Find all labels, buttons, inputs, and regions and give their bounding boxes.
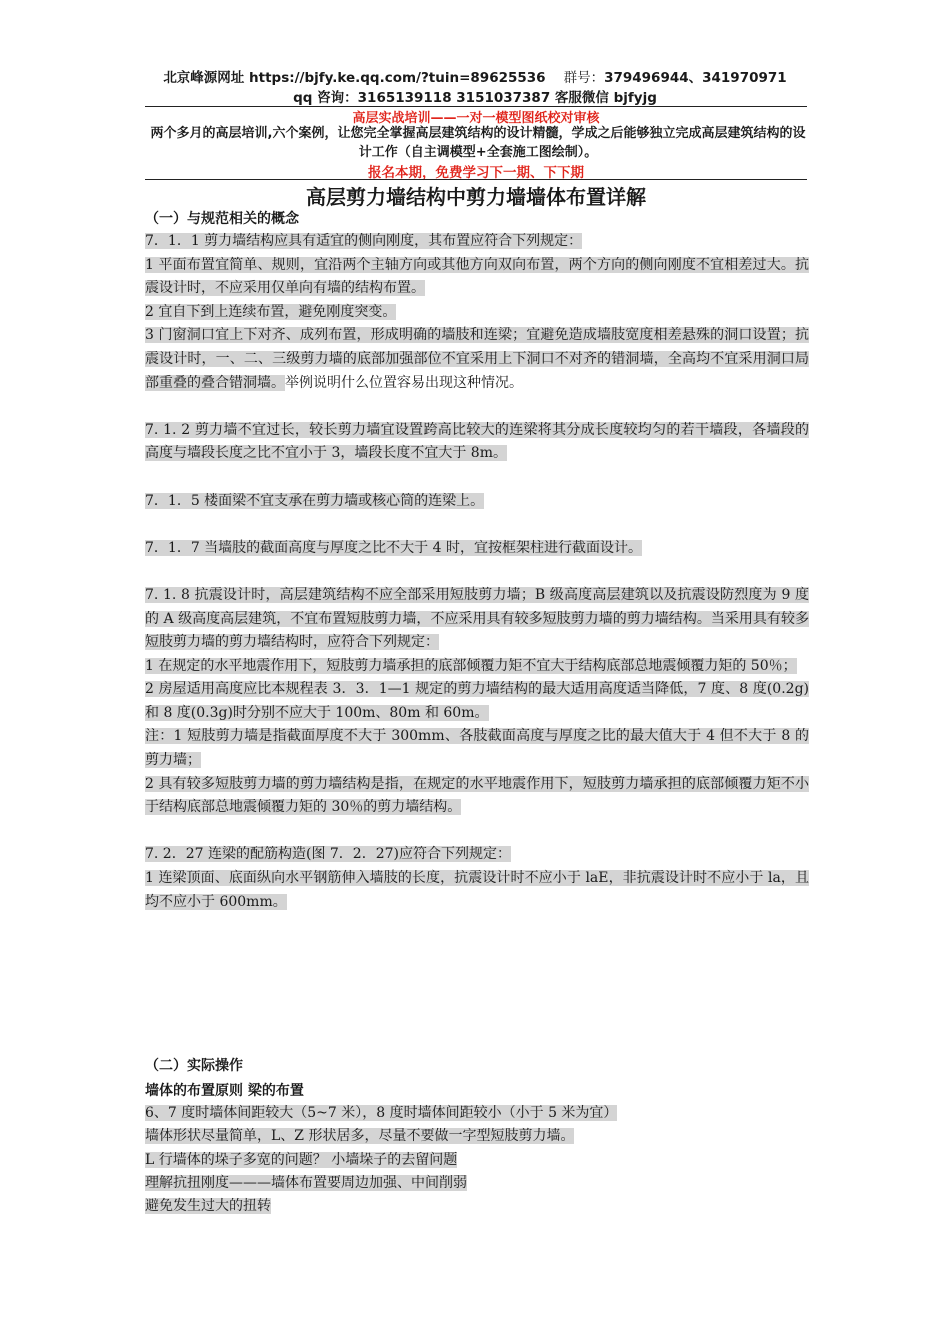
spacer <box>145 560 809 584</box>
spacer <box>145 466 809 490</box>
header-site-url: 北京峰源网址 https://bjfy.ke.qq.com/?tuin=89625536 <box>163 70 546 86</box>
clause-7-2-27: 7. 2．27 连梁的配筋构造(图 7．2．27)应符合下列规定： <box>145 846 511 863</box>
clause-7-1-1: 7．1．1 剪力墙结构应具有适宜的侧向刚度，其布置应符合下列规定： <box>145 233 583 249</box>
training-banner: 高层实战培训——一对一模型图纸校对审核 <box>352 111 600 126</box>
clause-7-1-8: 7. 1. 8 抗震设计时，高层建筑结构不应全部采用短肢剪力墙；B 级高度高层建筑以及抗震设防烈度为 9 度的 A 级高度高层建筑，不宜布置短肢剪力墙，不应采用具有较多短肢剪力墙的剪力墙结构。当采用具有较多短肢剪力墙的剪力墙结构时，应符合下列规定： <box>145 586 809 651</box>
practice-line: 避免发生过大的扭转 <box>145 1198 271 1215</box>
header-line-1 <box>145 66 805 86</box>
clause-7-1-7: 7．1．7 当墙肢的截面高度与厚度之比不大于 4 时，宜按框架柱进行截面设计。 <box>145 539 642 556</box>
practice-line: 理解抗扭刚度———墙体布置要周边加强、中间削弱 <box>145 1174 467 1191</box>
clause-7-1-2: 7. 1. 2 剪力墙不宜过长，较长剪力墙宜设置跨高比较大的连梁将其分成长度较均匀的若干墙段，各墙段的高度与墙段长度之比不宜小于 3，墙段长度不宜大于 8m。 <box>145 421 809 462</box>
clause-7-2-27-item-1: 1 连梁顶面、底面纵向水平钢筋伸入墙肢的长度，抗震设计时不应小于 laE，非抗震设计时不应小于 la，且均不应小于 600mm。 <box>145 870 809 910</box>
header-contact-line: qq 咨询：3165139118 3151037387 客服微信 bjfyjg <box>293 90 657 106</box>
practice-line: L 行墙体的垛子多宽的问题？ 小墙垛子的去留问题 <box>145 1151 458 1168</box>
header-divider-bottom <box>145 179 807 180</box>
clause-7-1-1-item-3: 3 门窗洞口宜上下对齐、成列布置，形成明确的墙肢和连梁；宜避免造成墙肢宽度相差悬殊的洞口设置；抗震设计时，一、二、三级剪力墙的底部加强部位不宜采用上下洞口不对齐的错洞墙，全高均不宜采用洞口局部重叠的叠合错洞墙。举例说明什么位置容易出现这种情况。 <box>145 327 809 391</box>
clause-7-1-8-item-1: 1 在规定的水平地震作用下，短肢剪力墙承担的底部倾覆力矩不宜大于结构底部总地震倾覆力矩的 50％； <box>145 657 797 674</box>
promo-text: 两个多月的高层培训,六个案例，让您完全掌握高层建筑结构的设计精髓，学成之后能够独立完成高层建筑结构的设计工作（自主调模型+全套施工图绘制）。 <box>150 126 806 160</box>
section-2-body <box>145 1102 809 1218</box>
header-group-numbers: 379496944、341970971 <box>604 70 787 86</box>
clause-7-1-1-item-2: 2 宜自下到上连续布置，避免刚度突变。 <box>145 303 397 320</box>
section-2-heading: （二）实际操作 <box>145 1058 243 1074</box>
clause-7-1-8-note-1: 注：1 短肢剪力墙是指截面厚度不大于 300mm、各肢截面高度与厚度之比的最大值大于 4 但不大于 8 的剪力墙； <box>145 728 809 769</box>
section-1-body <box>145 230 809 914</box>
practice-line: 墙体形状尽量简单，L、Z 形状居多，尽量不要做一字型短肢剪力墙。 <box>145 1128 575 1145</box>
spacer <box>145 513 809 537</box>
header-group-label: 群号： <box>563 70 605 86</box>
clause-7-1-1-note: 举例说明什么位置容易出现这种情况。 <box>285 374 523 391</box>
clause-7-1-5: 7．1．5 楼面梁不宜支承在剪力墙或核心筒的连梁上。 <box>145 492 485 509</box>
section-1-heading: （一）与规范相关的概念 <box>145 211 299 227</box>
clause-7-1-8-note-2: 2 具有较多短肢剪力墙的剪力墙结构是指，在规定的水平地震作用下，短肢剪力墙承担的底部倾覆力矩不小于结构底部总地震倾覆力矩的 30％的剪力墙结构。 <box>145 775 809 816</box>
clause-7-1-1-item-1: 1 平面布置宜简单、规则，宜沿两个主轴方向或其他方向双向布置，两个方向的侧向刚度不宜相差过大。抗震设计时，不应采用仅单向有墙的结构布置。 <box>145 256 809 297</box>
enroll-banner: 报名本期，免费学习下一期、下下期 <box>368 165 584 181</box>
spacer <box>145 395 809 419</box>
spacer <box>145 820 809 844</box>
section-2-subheading: 墙体的布置原则 梁的布置 <box>145 1083 304 1099</box>
document-title: 高层剪力墙结构中剪力墙墙体布置详解 <box>306 185 646 209</box>
practice-line: 6、7 度时墙体间距较大（5~7 米），8 度时墙体间距较小（小于 5 米为宜） <box>145 1105 618 1121</box>
clause-7-1-8-item-2: 2 房屋适用高度应比本规程表 3．3．1—1 规定的剪力墙结构的最大适用高度适当降低，7 度、8 度(0.2g)和 8 度(0.3g)时分别不应大于 100m、80m 和 60m。 <box>145 681 809 721</box>
